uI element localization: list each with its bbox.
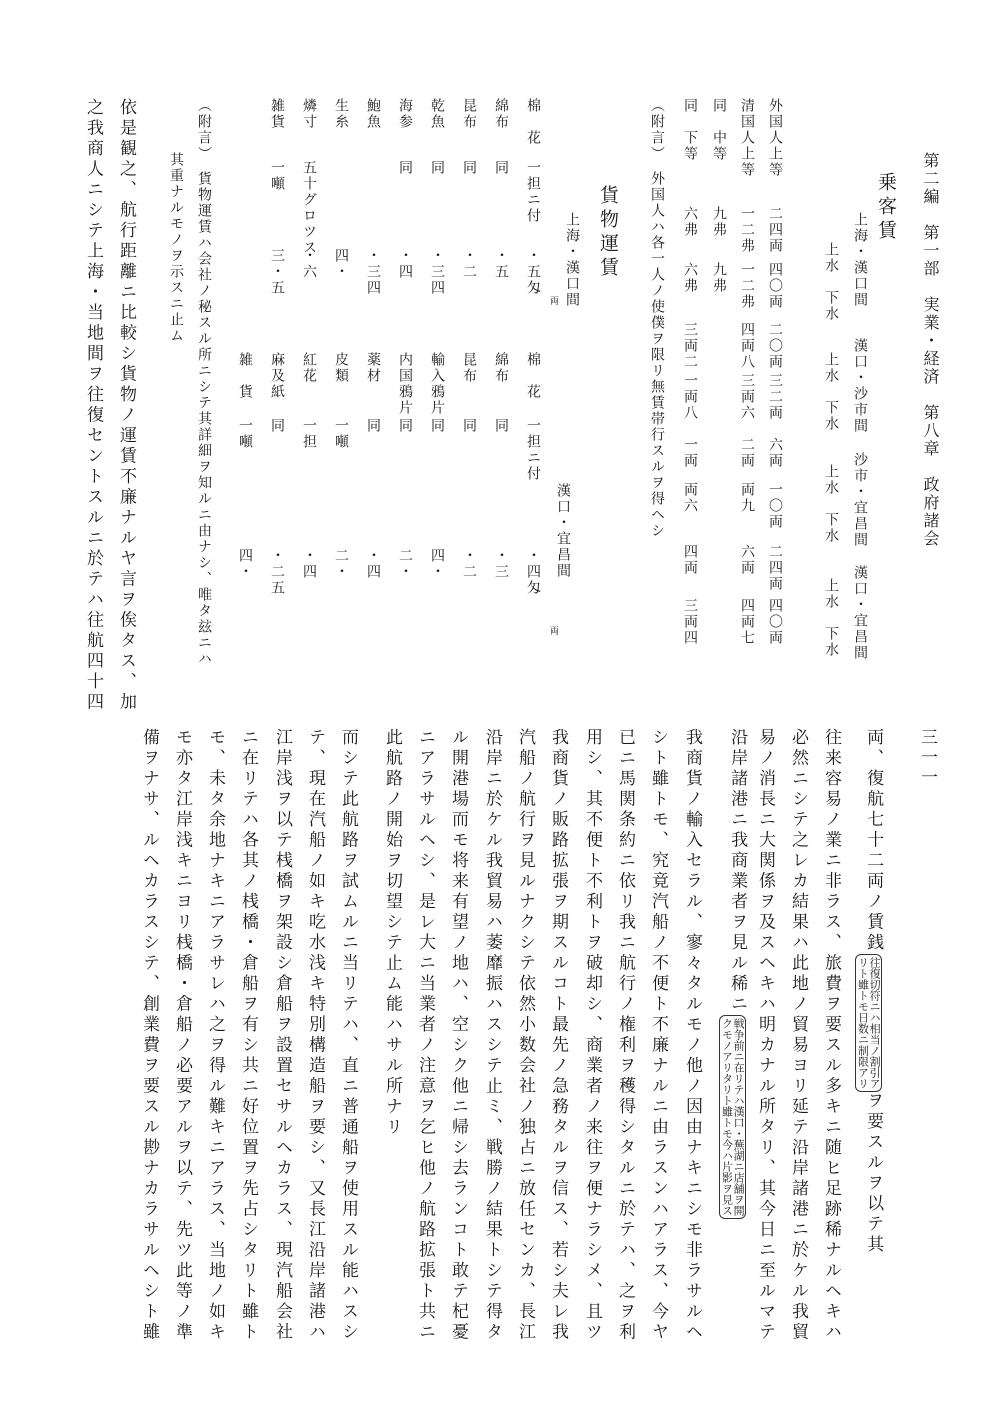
freight-cell-b: 同	[429, 160, 445, 176]
freight-cell-f: ・二五	[269, 548, 285, 596]
body-text: ヲ要スルヲ以テ其	[863, 1091, 884, 1256]
body-line-17: テ、現在汽船ノ如キ吃水浅キ特別構造船ヲ要シ、又長江沿岸諸港ハ	[305, 728, 325, 1343]
freight-cell-d: 雑 貨	[237, 352, 253, 400]
freight-cell-b: 同	[397, 160, 413, 176]
fare-value: 三二両	[767, 373, 783, 421]
freight-cell-d: 麻及紙	[269, 352, 285, 400]
freight-cell-f: ・四	[301, 548, 317, 580]
fare-value: 六弗	[682, 206, 698, 238]
freight-cell-e: 一担	[301, 418, 317, 450]
freight-note-1: （附言） 貨物運賃ハ会社ノ秘スル所ニシテ其詳細ヲ知ルニ由ナシ、唯タ玆ニハ	[196, 98, 212, 667]
freight-cell-d: 紅花	[301, 352, 317, 384]
fare-value: 三両六	[739, 373, 755, 421]
body-line-8: 已ニ馬関条約ニ依リ我ニ航行ノ権利ヲ穫得シタルニ於テハ、之ヲ利	[615, 728, 635, 1343]
row-label: 同 中等	[711, 98, 727, 162]
fare-value: 九弗	[711, 206, 727, 238]
freight-cell-f: ・二	[461, 548, 477, 580]
freight-title: 貨物運賃	[597, 185, 619, 281]
freight-cell-b: 同	[493, 160, 509, 176]
freight-cell-d: 昆布	[461, 352, 477, 384]
body-line-10: 我商貨ノ販路拡張ヲ期スルコト最先ノ急務タルヲ信ス、若シ夫レ我	[548, 728, 568, 1343]
body-line-4: 易ノ消長ニ大関係ヲ及スヘキハ明カナル所タリ、其今日ニ至ルマテ	[755, 728, 775, 1343]
fare-value: 一〇両	[767, 482, 783, 530]
fare-value: 二両	[739, 437, 755, 469]
top-paragraph-line-1: 依是観之、航行距離ニ比較シ貨物ノ運賃不廉ナルヤ言ヲ俟タス、加	[116, 98, 136, 713]
freight-cell-a: 燐寸	[301, 98, 317, 130]
updown-header-3: 上水 下水	[823, 464, 839, 544]
freight-cell-c: ・四	[397, 248, 413, 280]
fare-value: 二四両	[767, 544, 783, 592]
freight-cell-a: 乾魚	[429, 98, 445, 130]
fare-value: 六弗	[682, 262, 698, 294]
top-paragraph-line-2: 之我商人ニシテ上海・当地間ヲ往復セントスルニ於テハ往航四十四	[83, 98, 103, 713]
freight-route-b: 漢口・宜昌間	[555, 483, 571, 579]
freight-cell-c: ・二	[461, 248, 477, 280]
fare-value: 三両四	[682, 598, 698, 646]
freight-cell-e: 同	[397, 418, 413, 434]
freight-cell-f: ・四匁	[525, 548, 541, 596]
note-line: 往復切符ニハ相当ノ割引ア	[868, 956, 882, 1089]
freight-cell-e: 同	[493, 418, 509, 434]
body-line-22: 備ヲナサ、ルヘカラスシテ、創業費ヲ要スル尠ナカラサルヘシト雖	[139, 728, 159, 1343]
body-line-1	[856, 728, 884, 1256]
freight-cell-d: 皮類	[333, 352, 349, 384]
body-line-7: シト雖トモ、究竟汽船ノ不便ト不廉ナルニ由ラスンハアラス、今ヤ	[648, 728, 668, 1343]
fare-value: 一両	[682, 437, 698, 469]
note-line: クモノアリタリト雖トモ今ハ片影ヲ見ス	[720, 1018, 734, 1216]
freight-cell-a: 鮑魚	[365, 98, 381, 130]
freight-cell-c: ・六	[301, 248, 317, 280]
body-text: 沿岸諸港ニ我商業者ヲ見ル稀ニ	[727, 728, 748, 1015]
fare-value: 両九	[739, 482, 755, 514]
freight-cell-a: 棉 花	[525, 98, 541, 146]
freight-cell-d: 輸入鴉片	[429, 352, 445, 416]
freight-cell-f: ・四	[365, 548, 381, 580]
body-text: 両、復航七十二両ノ賃銭	[863, 728, 884, 954]
body-line-13: ル開港場而モ将来有望ノ地ハ、空シク他ニ帰シ去ランコト敢テ杞憂	[448, 728, 468, 1343]
freight-cell-b: 五十グロツス	[301, 160, 317, 256]
updown-header-4: 上水 下水	[823, 578, 839, 658]
freight-cell-c: ・三四	[365, 248, 381, 296]
fare-value: 六両	[739, 544, 755, 576]
freight-cell-c: 四・	[333, 248, 349, 280]
route-hankou-yichang: 漢口・宜昌間	[852, 565, 868, 661]
fare-value: 六両	[767, 437, 783, 469]
fare-value: 四両八	[739, 322, 755, 370]
body-line-11: 汽船ノ航行ヲ見ルナクシテ依然小数会社ノ独占ニ放任センカ、長江	[515, 728, 535, 1343]
fare-value: 二四両	[767, 206, 783, 254]
tael-mark: 両	[548, 296, 558, 305]
freight-cell-e: 一担ニ付	[525, 418, 541, 482]
fare-value: 四〇両	[767, 598, 783, 646]
route-hankou-shashi: 漢口・沙市間	[852, 338, 868, 434]
body-line-14: ニアラサルヘシ、是レ大ニ当業者ノ注意ヲ乞ヒ他ノ航路拡張ト共ニ	[415, 728, 435, 1343]
fare-value: 三両二	[682, 322, 698, 370]
freight-cell-e: 同	[461, 418, 477, 434]
updown-header-1: 上水 下水	[823, 242, 839, 322]
row-label: 清国人上等	[739, 98, 755, 178]
fare-value: 一両八	[682, 373, 698, 421]
freight-cell-a: 生糸	[333, 98, 349, 130]
inline-note	[719, 1015, 746, 1219]
freight-cell-c: ・五匁	[525, 248, 541, 296]
freight-cell-f: ・三	[493, 548, 509, 580]
route-shanghai-hankou: 上海・漢口間	[852, 212, 868, 308]
freight-route-a: 上海・漢口間	[564, 212, 580, 308]
page-number: 三一一	[917, 728, 937, 788]
tael-mark: 両	[548, 626, 558, 635]
fare-value: 一二弗	[739, 262, 755, 310]
fare-value: 四両	[682, 544, 698, 576]
fare-value: 九弗	[711, 262, 727, 294]
fare-value: 四〇両	[767, 262, 783, 310]
body-line-16: 而シテ此航路ヲ試ムルニ当リテハ、直ニ普通船ヲ使用スル能ハスシ	[338, 728, 358, 1343]
freight-cell-e: 一噸	[237, 418, 253, 450]
freight-cell-a: 海参	[397, 98, 413, 130]
freight-cell-e: 同	[429, 418, 445, 434]
freight-cell-e: 同	[365, 418, 381, 434]
body-line-19: ニ在リテハ各其ノ桟橋・倉船ヲ有シ共ニ好位置ヲ先占シタリト雖ト	[238, 728, 258, 1343]
row-label: 同 下等	[682, 98, 698, 162]
body-line-20: モ、未タ余地ナキニアラサレハ之ヲ得ル難キニアラス、当地ノ如キ	[205, 728, 225, 1343]
freight-cell-a: 綿布	[493, 98, 509, 130]
body-line-15: 此航路ノ開始ヲ切望シテ止ム能ハサル所ナリ	[382, 728, 402, 1138]
body-line-2: 往来容易ノ業ニ非ラス、旅費ヲ要スル多キニ随ヒ足跡稀ナルヘキハ	[821, 728, 841, 1343]
freight-cell-c: ・三四	[429, 248, 445, 296]
body-line-12: 沿岸ニ於ケル我貿易ハ萎靡振ハスシテ止ミ、戦勝ノ結果トシテ得タ	[482, 728, 502, 1343]
route-shashi-yichang: 沙市・宜昌間	[852, 452, 868, 548]
freight-cell-a: 昆布	[461, 98, 477, 130]
running-head: 第二編 第一部 実業・経済 第八章 政府諸会	[921, 152, 940, 548]
freight-cell-b: 同	[461, 160, 477, 176]
row-label: 外国人上等	[767, 98, 783, 178]
freight-cell-f: 四・	[237, 548, 253, 580]
note-line: リト雖トモ日数ニ制限アリ	[856, 956, 870, 1089]
freight-cell-d: 薬材	[365, 352, 381, 384]
freight-cell-a: 雑貨	[269, 98, 285, 130]
freight-cell-c: ・五	[493, 248, 509, 280]
freight-cell-e: 一噸	[333, 418, 349, 450]
body-line-21: モ亦タ江岸浅キニヨリ桟橋・倉船ノ必要アルヲ以テ、先ツ此等ノ準	[172, 728, 192, 1343]
freight-cell-f: 二・	[333, 548, 349, 580]
freight-cell-b: 一噸	[269, 160, 285, 192]
body-line-18: 江岸浅ヲ以テ桟橋ヲ架設シ倉船ヲ設置セサルヘカラス、現汽船会社	[272, 728, 292, 1343]
note-line: 戦争前ニ在リテハ漢口・蕪湖ニ店舗ヲ開	[732, 1018, 746, 1216]
freight-cell-c: 三・五	[269, 248, 285, 296]
freight-cell-b: 一担ニ付	[525, 160, 541, 224]
body-line-9: 用シ、其不便ト不利トヲ破却シ、商業者ノ来往ヲ便ナラシメ、且ツ	[582, 728, 602, 1343]
passenger-note: （附言） 外国人ハ各一人ノ使僕ヲ限リ無賃帯行スルヲ得ヘシ	[649, 98, 665, 539]
freight-cell-f: 二・	[397, 548, 413, 580]
body-line-6: 我商貨ノ輸入セラル、寥々タルモノ他ノ因由ナキニシモ非ラサルヘ	[682, 728, 702, 1343]
freight-cell-d: 内国鴉片	[397, 352, 413, 416]
updown-header-2: 上水 下水	[823, 352, 839, 432]
fare-value: 二〇両	[767, 322, 783, 370]
freight-cell-f: 四・	[429, 548, 445, 580]
body-line-3: 必然ニシテ之レカ結果ハ此地ノ貿易ヨリ延テ沿岸諸港ニ於ケル我貿	[788, 728, 808, 1343]
fare-value: 両六	[682, 482, 698, 514]
fare-value: 一二弗	[739, 206, 755, 254]
inline-note	[855, 954, 882, 1092]
freight-cell-d: 棉 花	[525, 352, 541, 400]
freight-cell-d: 綿布	[493, 352, 509, 384]
freight-cell-e: 同	[269, 418, 285, 434]
freight-note-2: 其重ナルモノヲ示スニ止ム	[168, 152, 184, 344]
body-line-5	[720, 728, 748, 1219]
passenger-fare-title: 乗客賃	[875, 172, 897, 244]
fare-value: 四両七	[739, 598, 755, 646]
